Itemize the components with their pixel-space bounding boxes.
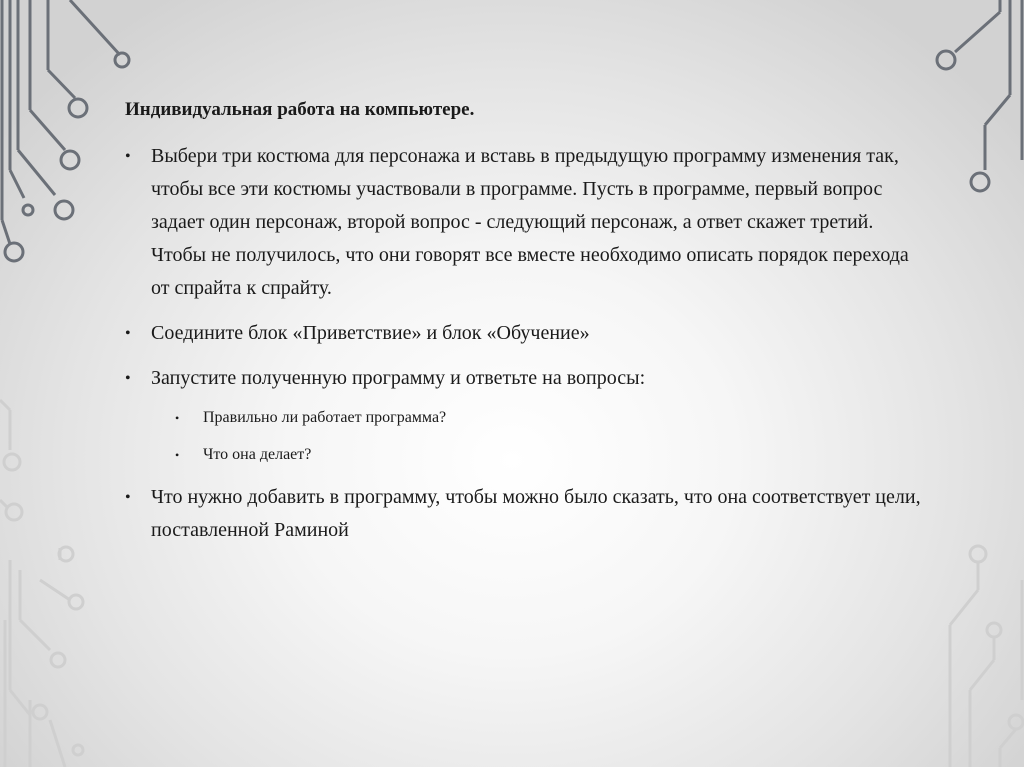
list-item: [125, 481, 925, 547]
list-item: [125, 140, 925, 305]
sub-list-item-text: Что она делает?: [203, 446, 312, 463]
bullet-icon: •: [125, 325, 131, 342]
sub-list-item-text: Правильно ли работает программа?: [203, 409, 447, 426]
list-item: [125, 362, 925, 395]
sub-list-item: [125, 407, 925, 429]
bullet-icon: •: [125, 489, 131, 506]
bullet-icon: •: [125, 370, 131, 387]
list-item-text: Запустите полученную программу и ответьте на вопросы:: [151, 367, 646, 389]
list-item-text: Соедините блок «Приветствие» и блок «Обучение»: [151, 322, 590, 344]
sub-list-item: [125, 444, 925, 466]
list-item: [125, 317, 925, 350]
slide-content: [125, 96, 925, 559]
bullet-icon: •: [175, 411, 180, 425]
list-item-text: Что нужно добавить в программу, чтобы можно было сказать, что она соответствует цели, поставленной Раминой: [151, 486, 921, 541]
list-item-text: Выбери три костюма для персонажа и вставь в предыдущую программу изменения так, чтобы все эти костюмы участвовали в программе. Пусть в программе, первый вопрос задает один персонаж, второй вопрос - следующий персонаж, а ответ скажет третий. Чтобы не получилось, что они говорят все вместе необходимо описать порядок перехода от спрайта к спрайту.: [151, 145, 909, 299]
bullet-icon: •: [125, 148, 131, 165]
slide-heading: Индивидуальная работа на компьютере.: [125, 99, 475, 120]
bullet-icon: •: [175, 448, 180, 462]
